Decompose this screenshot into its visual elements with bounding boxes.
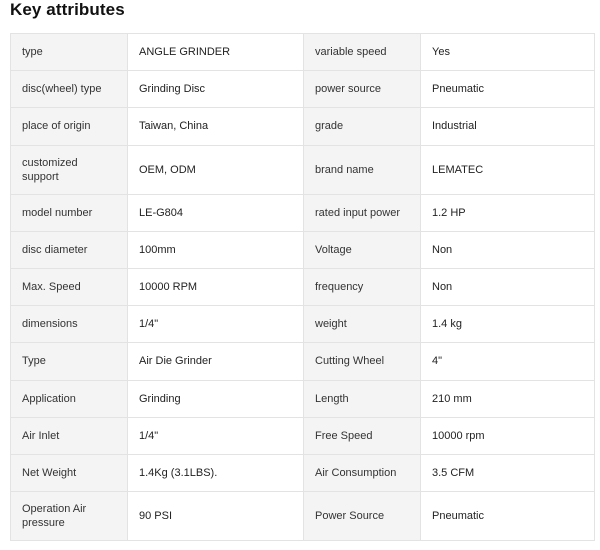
attribute-name: disc diameter [11, 231, 128, 268]
table-row [11, 380, 595, 417]
attribute-value: ANGLE GRINDER [128, 34, 304, 71]
attribute-name: Air Consumption [304, 454, 421, 491]
attribute-value: 10000 rpm [421, 417, 595, 454]
attribute-name: Free Speed [304, 417, 421, 454]
attribute-value: 100mm [128, 231, 304, 268]
attribute-name: model number [11, 194, 128, 231]
attribute-name: disc(wheel) type [11, 71, 128, 108]
attribute-name: Operation Air pressure [11, 492, 128, 541]
attribute-value: 1.4 kg [421, 306, 595, 343]
attribute-name: Cutting Wheel [304, 343, 421, 380]
attribute-name: Voltage [304, 231, 421, 268]
table-row [11, 343, 595, 380]
attribute-name: rated input power [304, 194, 421, 231]
attribute-name: Net Weight [11, 454, 128, 491]
table-row [11, 108, 595, 145]
attribute-name: brand name [304, 145, 421, 194]
attribute-name: Application [11, 380, 128, 417]
attribute-name: place of origin [11, 108, 128, 145]
attribute-value: Industrial [421, 108, 595, 145]
attribute-name: dimensions [11, 306, 128, 343]
table-row [11, 34, 595, 71]
attribute-value: Non [421, 268, 595, 305]
attribute-value: LEMATEC [421, 145, 595, 194]
attribute-value: 1.4Kg (3.1LBS). [128, 454, 304, 491]
attribute-value: Pneumatic [421, 71, 595, 108]
attribute-value: 3.5 CFM [421, 454, 595, 491]
attribute-value: 4" [421, 343, 595, 380]
attribute-name: Air Inlet [11, 417, 128, 454]
attribute-value: 1.2 HP [421, 194, 595, 231]
section-title: Key attributes [10, 0, 125, 19]
table-row [11, 231, 595, 268]
table-row [11, 492, 595, 541]
attribute-value: Pneumatic [421, 492, 595, 541]
table-row [11, 306, 595, 343]
attribute-value: 10000 RPM [128, 268, 304, 305]
attribute-name: customized support [11, 145, 128, 194]
attribute-value: Grinding Disc [128, 71, 304, 108]
attribute-name: frequency [304, 268, 421, 305]
attribute-value: Air Die Grinder [128, 343, 304, 380]
attribute-value: Yes [421, 34, 595, 71]
attribute-name: weight [304, 306, 421, 343]
attribute-value: Taiwan, China [128, 108, 304, 145]
table-row [11, 71, 595, 108]
attribute-name: type [11, 34, 128, 71]
attribute-name: grade [304, 108, 421, 145]
attribute-name: Length [304, 380, 421, 417]
table-row [11, 454, 595, 491]
table-row [11, 194, 595, 231]
table-row [11, 268, 595, 305]
attribute-name: Max. Speed [11, 268, 128, 305]
attribute-value: 210 mm [421, 380, 595, 417]
table-row [11, 145, 595, 194]
attribute-name: Power Source [304, 492, 421, 541]
attributes-table [10, 33, 595, 541]
attribute-value: 1/4" [128, 417, 304, 454]
attribute-name: variable speed [304, 34, 421, 71]
attribute-value: OEM, ODM [128, 145, 304, 194]
attribute-value: LE-G804 [128, 194, 304, 231]
table-row [11, 417, 595, 454]
attribute-name: Type [11, 343, 128, 380]
attribute-value: 90 PSI [128, 492, 304, 541]
attribute-value: Non [421, 231, 595, 268]
attribute-value: 1/4" [128, 306, 304, 343]
attribute-name: power source [304, 71, 421, 108]
attribute-value: Grinding [128, 380, 304, 417]
